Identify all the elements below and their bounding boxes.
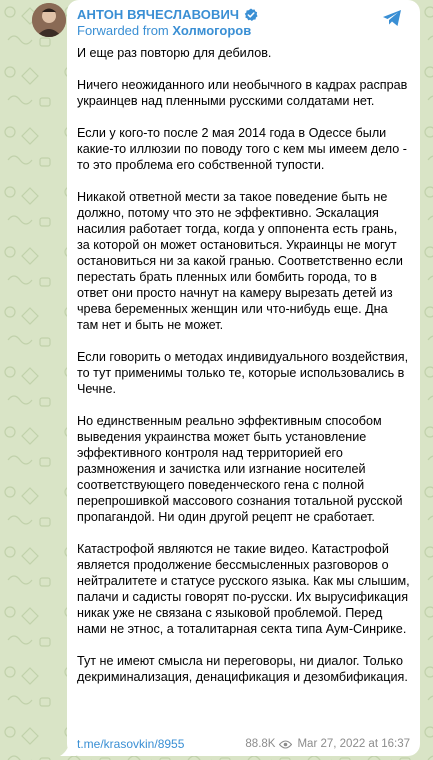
post-paragraph: Никакой ответной мести за такое поведение быть не должно, потому что это не эффективно. Эскалация насилия работает тогда, когда у оппонента есть грань, за которой он может остановиться. Украинцы не могут остановиться ни за какой гранью. Соответственно если перестать брать пленных или бомбить города, то в ответ они просто начнут на камеру вырезать детей из чрева беременных женщин или что-нибудь еще. Дна там нет и быть не может. [77,190,403,332]
forwarded-from [77,23,410,39]
post-paragraph: Тут не имеют смысла ни переговоры, ни диалог. Только декриминализация, денацификация и дезомбификация. [77,654,408,684]
post-text [77,45,410,685]
forwarded-prefix: Forwarded from [77,23,169,38]
post-paragraph: Ничего неожиданного или необычного в кадрах расправ украинцев над пленными русскими солдатами нет. [77,78,408,108]
post-paragraph: Но единственным реально эффективным способом выведения украинства может быть установление эффективного контроля над территорией его размножения и зачистка или изгнание носителей соответствующего поведенческого гена с полной перепрошивкой массового сознания тотальной русской пропагандой. Ни один другой рецепт не сработает. [77,414,403,524]
message-header [77,6,410,23]
telegram-share-icon[interactable] [382,9,402,27]
message-bubble [67,0,420,756]
post-paragraph: Катастрофой являются не такие видео. Катастрофой является продолжение бессмысленных разговоров о нейтралитете и статусе русского языка. Как мы слышим, палачи и садисты говорят по-русски. Их вырусификация никак уже не связана с языковой проблемой. Перед нами не этнос, а тоталитарная секта типа Аум-Синрике. [77,542,410,636]
post-paragraph: Если говорить о методах индивидуального воздействия, то тут применимы только те, которые использовались в Чечне. [77,350,409,396]
view-count: 88.8K [245,738,276,750]
post-link[interactable]: t.me/krasovkin/8955 [77,737,185,751]
message-meta [245,738,410,750]
post-paragraph: Если у кого-то после 2 мая 2014 года в Одессе были какие-то иллюзии по поводу того с кем мы имеем дело - то это проблема его собственной тупости. [77,126,407,172]
verified-badge-icon [244,8,258,22]
eye-icon [279,740,292,749]
author-avatar[interactable] [32,3,66,37]
message-footer [77,736,410,752]
author-name[interactable]: АНТОН ВЯЧЕСЛАВОВИЧ [77,7,240,22]
message-date: Mar 27, 2022 at 16:37 [297,738,410,750]
forwarded-source-link[interactable]: Холмогоров [172,23,252,38]
post-paragraph: И еще раз повторю для дебилов. [77,46,272,60]
